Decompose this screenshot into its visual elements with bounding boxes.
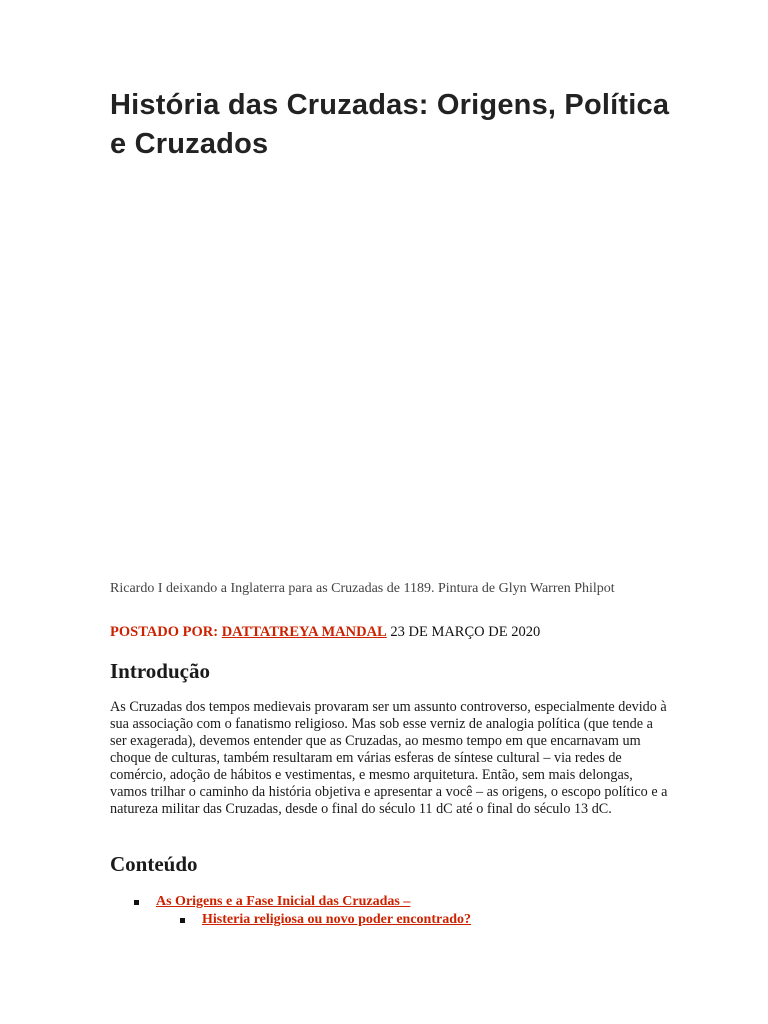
toc-subitem [110,911,670,929]
byline-label: POSTADO POR: [110,624,219,640]
toc-item [110,893,670,911]
bullet-icon [134,900,139,905]
contents-heading: Conteúdo [110,852,198,876]
toc-link-origins[interactable]: As Origens e a Fase Inicial das Cruzadas – [156,894,411,909]
page-title: História das Cruzadas: Origens, Política e Cruzados [110,89,670,160]
author-link[interactable]: DATTATREYA MANDAL [221,624,387,640]
toc-link-religious-hysteria[interactable]: Histeria religiosa ou novo poder encontrado? [202,912,471,927]
article-image-placeholder [110,180,658,570]
bullet-icon [180,918,185,923]
intro-paragraph: As Cruzadas dos tempos medievais provaram ser um assunto controverso, especialmente devido à sua associação com o fanatismo religioso. Mas sob esse verniz de analogia política (que tende a ser exagerada), devemos entender que as Cruzadas, ao mesmo tempo em que encarnavam um choque de culturas, também resultaram em várias esferas de síntese cultural – via redes de comércio, adoção de hábitos e vestimentas, e mesmo arquitetura. Então, sem mais delongas, vamos trilhar o caminho da história objetiva e apresentar a você – as origens, o escopo político e a natureza militar das Cruzadas, desde o final do século 11 dC até o final do século 13 dC. [110,699,668,817]
publish-date: 23 DE MARÇO DE 2020 [390,624,541,640]
table-of-contents [110,893,670,929]
image-caption: Ricardo I deixando a Inglaterra para as Cruzadas de 1189. Pintura de Glyn Warren Philpot [110,581,615,596]
byline [110,623,540,641]
intro-heading: Introdução [110,659,210,683]
